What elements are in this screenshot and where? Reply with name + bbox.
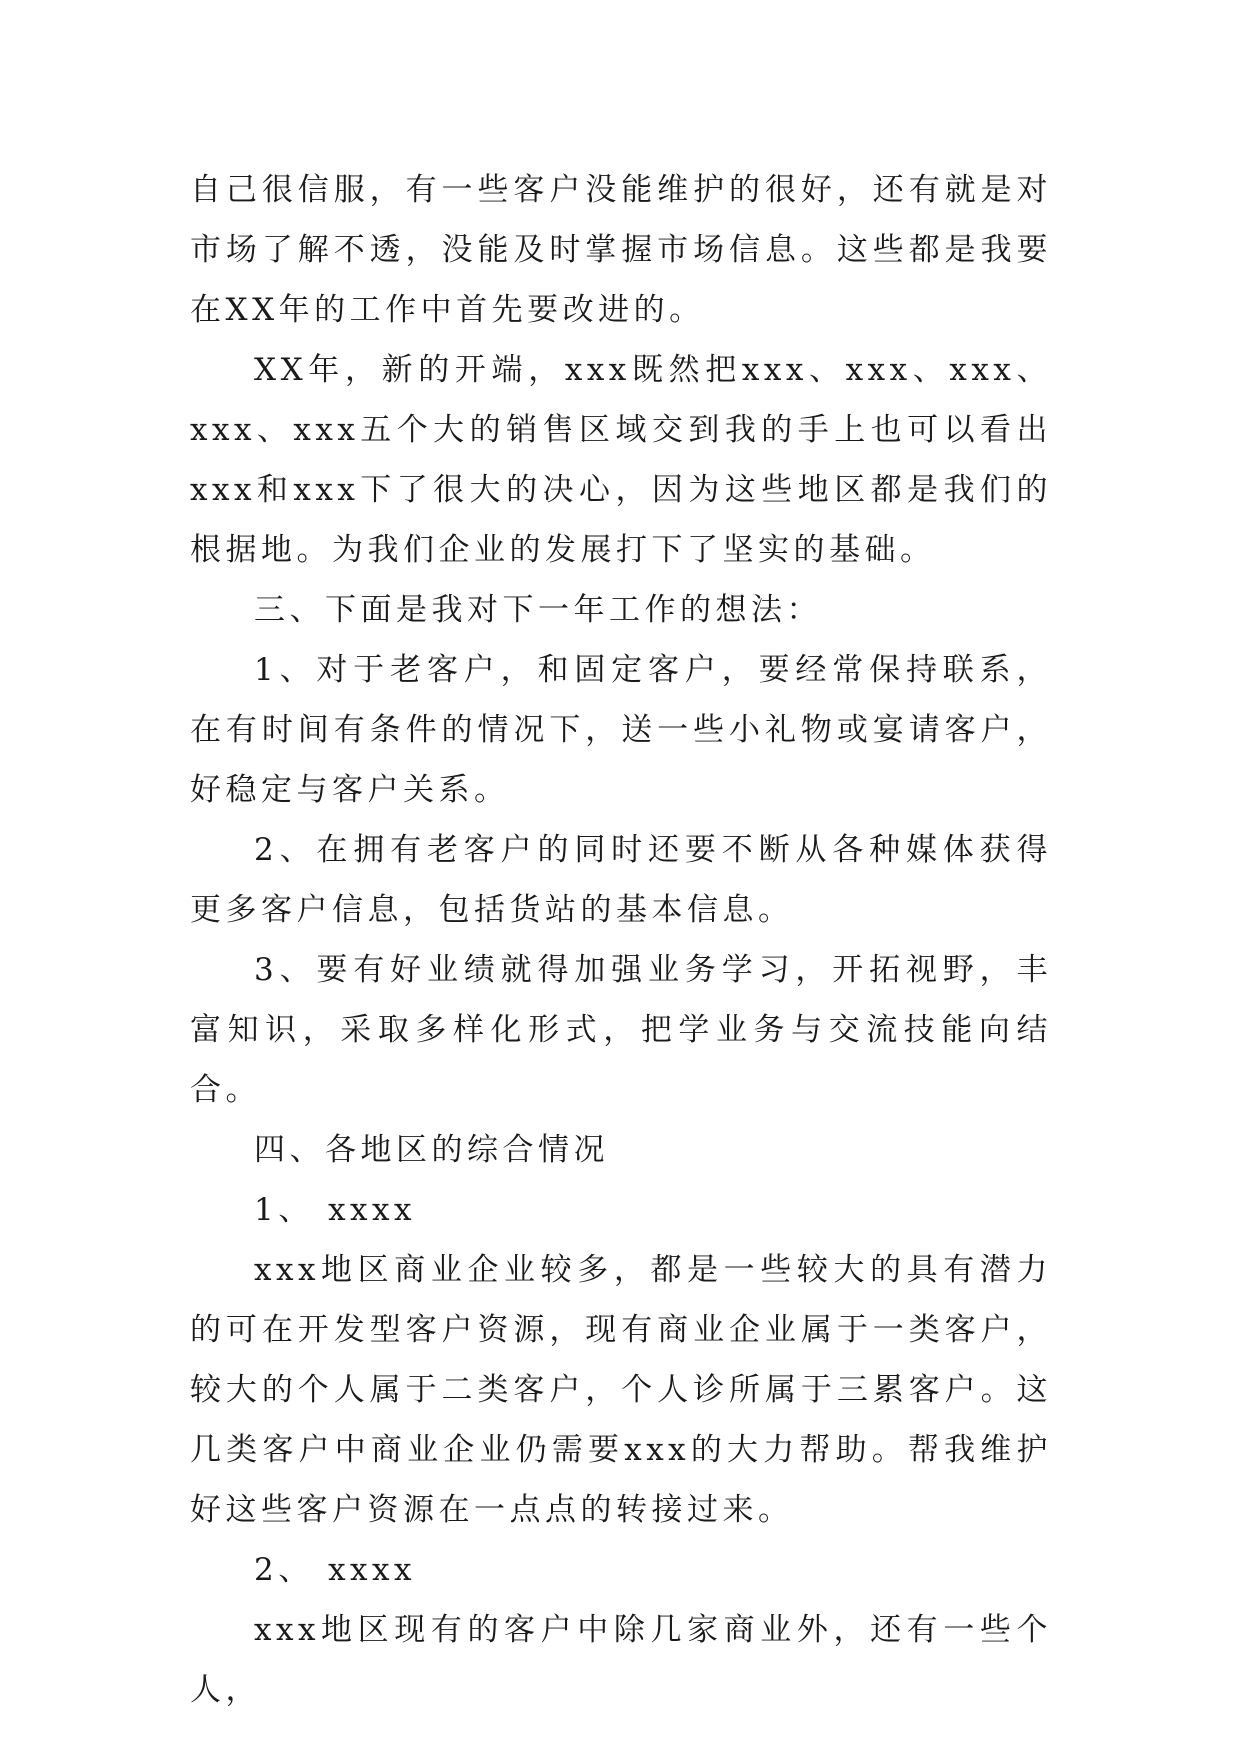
list-item-2: 2、在拥有老客户的同时还要不断从各种媒体获得更多客户信息，包括货站的基本信息。	[190, 832, 1052, 928]
section-heading-3: 三、下面是我对下一年工作的想法：	[254, 592, 822, 628]
section-heading-4: 四、各地区的综合情况	[254, 1132, 609, 1168]
document-body	[190, 160, 1052, 1720]
paragraph-1: 自己很信服，有一些客户没能维护的很好，还有就是对市场了解不透，没能及时掌握市场信息。这些都是我要在XX年的工作中首先要改进的。	[190, 172, 1052, 328]
subheading-region-2: 2、 xxxx	[254, 1552, 417, 1588]
paragraph-region-2: xxx地区现有的客户中除几家商业外，还有一些个人，	[190, 1612, 1052, 1708]
list-item-3: 3、要有好业绩就得加强业务学习，开拓视野，丰富知识，采取多样化形式，把学业务与交流技能向结合。	[190, 952, 1052, 1108]
list-item-1: 1、对于老客户，和固定客户，要经常保持联系，在有时间有条件的情况下，送一些小礼物或宴请客户，好稳定与客户关系。	[190, 652, 1052, 808]
paragraph-2: XX年，新的开端，xxx既然把xxx、xxx、xxx、xxx、xxx五个大的销售区域交到我的手上也可以看出xxx和xxx下了很大的决心，因为这些地区都是我们的根据地。为我们企业的发展打下了坚实的基础。	[190, 352, 1052, 568]
subheading-region-1: 1、 xxxx	[254, 1192, 417, 1228]
paragraph-region-1: xxx地区商业企业较多，都是一些较大的具有潜力的可在开发型客户资源，现有商业企业属于一类客户，较大的个人属于二类客户，个人诊所属于三累客户。这几类客户中商业企业仍需要xxx的大力帮助。帮我维护好这些客户资源在一点点的转接过来。	[190, 1252, 1052, 1528]
